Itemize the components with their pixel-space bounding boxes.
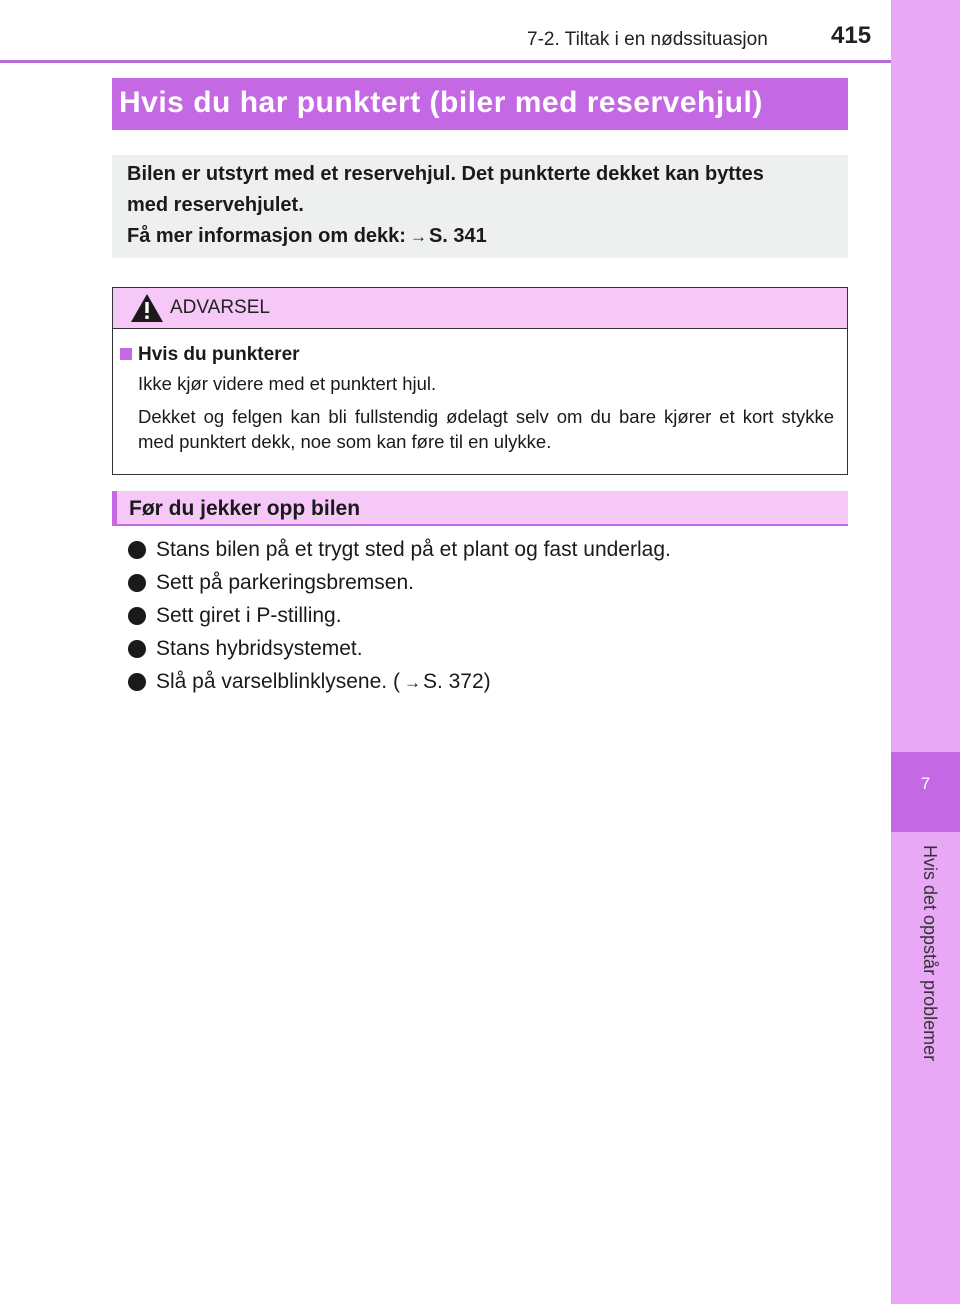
chapter-title: Hvis det oppstår problemer [920,845,940,1062]
arrow-icon: → [403,673,421,692]
warning-header [113,288,847,329]
square-bullet-icon [120,348,132,360]
warning-paragraph-2: Dekket og felgen kan bli fullstendig ødelagt selv om du bare kjører et kort stykke med punktert dekk, noe som kan føre til en ulykke. [138,406,834,452]
subheading: Før du jekker opp bilen [112,491,848,526]
bullet-icon [128,541,146,559]
header-rule [0,60,892,63]
section-title: 7-2. Tiltak i en nødssituasjon [527,29,768,50]
bullet-icon [128,673,146,691]
list-item: Slå på varselblinklysene. ( →S. 372) [128,665,671,698]
intro-line-2: med reservehjulet. [127,194,304,216]
bullet-icon [128,574,146,592]
chapter-sidetab [891,0,960,1304]
intro-box [112,155,848,258]
arrow-icon: → [409,227,427,246]
page-title: Hvis du har punktert (biler med reservehjul) [112,78,848,130]
warning-box [112,287,848,475]
intro-ref-link[interactable]: S. 341 [428,225,487,247]
list-item: Stans bilen på et trygt sted på et plant og fast underlag. [128,533,671,566]
warning-paragraph-1: Ikke kjør videre med et punktert hjul. [138,373,437,394]
list-item: Sett på parkeringsbremsen. [128,566,671,599]
page-number: 415 [831,22,872,49]
chapter-number: 7 [920,774,931,793]
chapter-tab [891,752,960,832]
bullet-list [128,533,671,698]
intro-ref-prefix: Få mer informasjon om dekk: [127,225,406,247]
warning-label: ADVARSEL [170,297,270,318]
bullet-icon [128,640,146,658]
warning-heading [120,344,300,366]
intro-line-3 [127,221,836,252]
list-item: Sett giret i P-stilling. [128,599,671,632]
list-item: Stans hybridsystemet. [128,632,671,665]
ref-link[interactable]: S. 372) [422,670,491,693]
warning-triangle-icon [130,293,164,323]
warning-heading-text: Hvis du punkterer [138,344,300,365]
intro-line-1: Bilen er utstyrt med et reservehjul. Det punkterte dekket kan byttes [127,163,764,185]
bullet-icon [128,607,146,625]
